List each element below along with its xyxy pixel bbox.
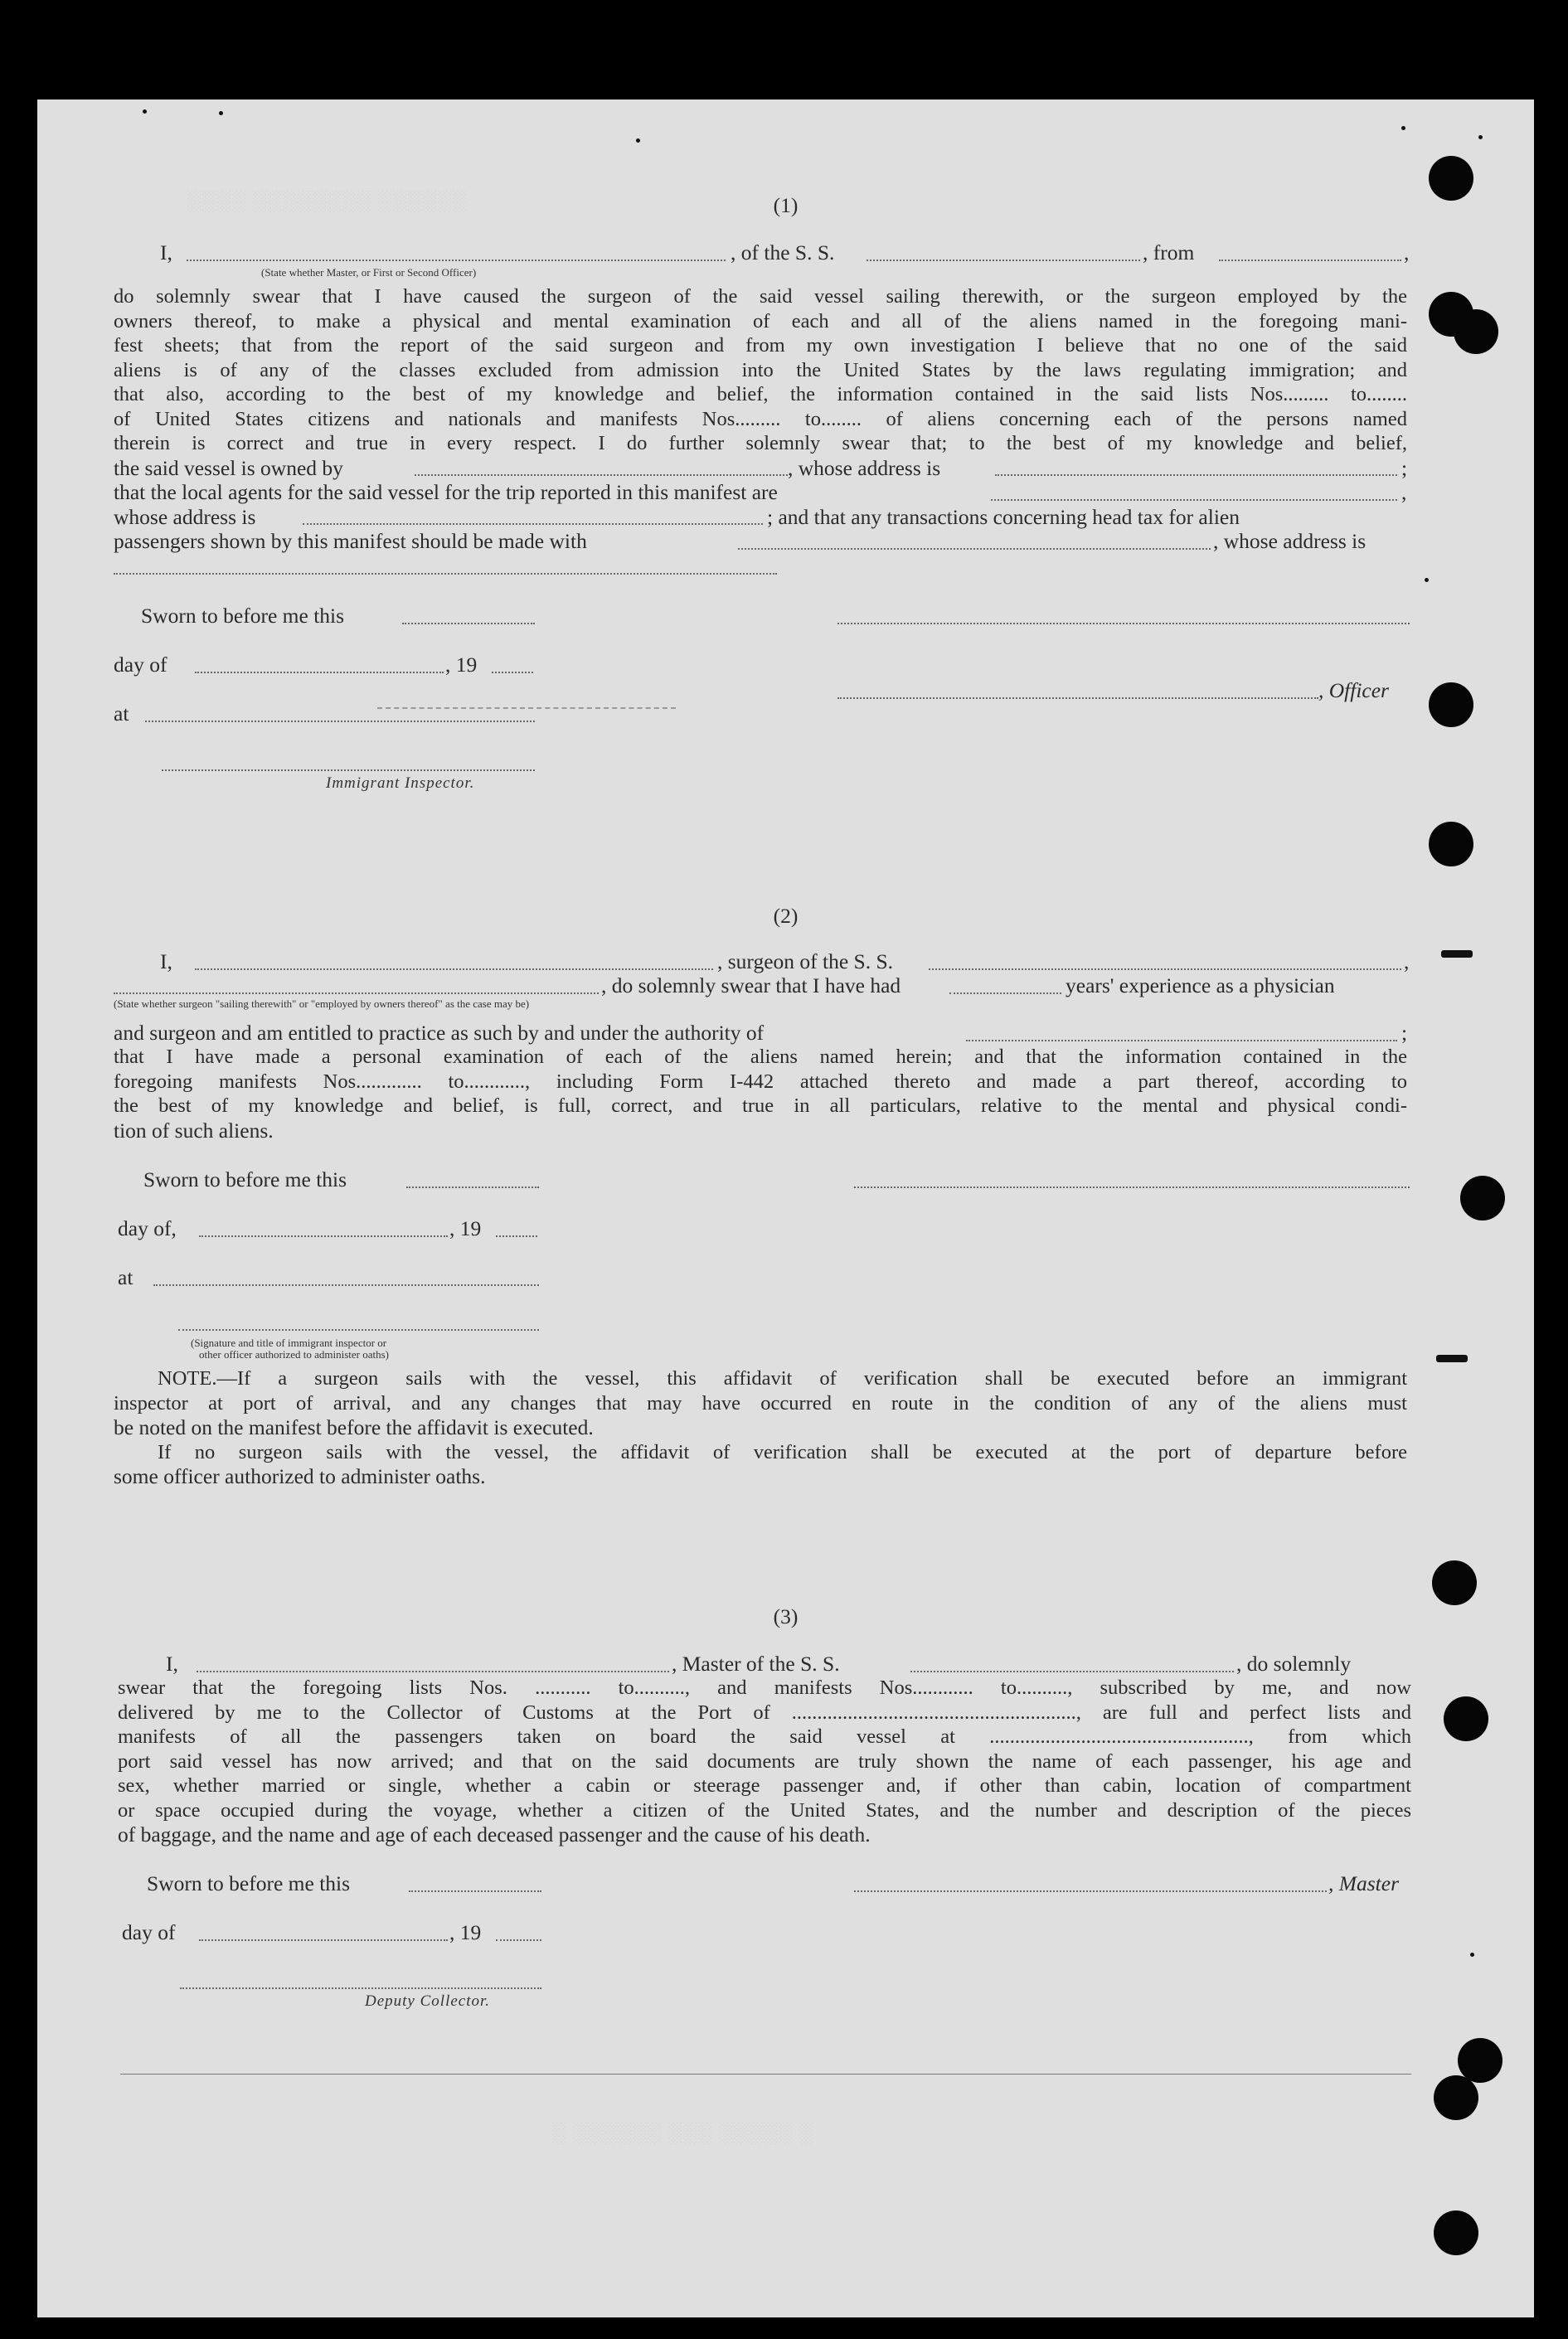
s2-para-line: that I have made a personal examination of each of the aliens named herein; and that the information contained in the (114, 1046, 1407, 1068)
s3-master-label (1328, 1871, 1399, 1896)
punch-hole (1429, 822, 1473, 866)
s3-year-field[interactable] (496, 1939, 541, 1941)
punch-hole (1434, 2210, 1478, 2255)
punch-hole (1460, 1176, 1505, 1220)
s2-note-line4: If no surgeon sails with the vessel, the affidavit of verification shall be executed at the port of departure before (158, 1441, 1407, 1463)
s3-master-of: , Master of the S. S. (672, 1652, 840, 1676)
s2-day-field[interactable] (199, 1235, 448, 1237)
s1-para-line: therein is correct and true in every respect. I do further solemnly swear that; to the best of my knowledge and belief, (114, 432, 1407, 454)
s1-agents-field[interactable] (991, 499, 1397, 501)
s1-passengers-address: , whose address is (1213, 529, 1367, 553)
s1-passengers: passengers shown by this manifest should be made with (114, 529, 587, 553)
s2-comma: , (1404, 949, 1410, 973)
scan-mark (1436, 1355, 1468, 1362)
s3-collector-caption: Deputy Collector. (365, 1992, 491, 2010)
s1-para-line: that also, according to the best of my knowledge and belief, the information contained in the said lists Nos......... to........ (114, 383, 1407, 405)
s1-passengers-address-field[interactable] (114, 573, 777, 575)
s1-i: I, (160, 240, 172, 264)
s1-head-tax: ; and that any transactions concerning head tax for alien (767, 505, 1240, 529)
s1-officer-text: , Officer (1318, 678, 1389, 702)
s3-para-line: manifests of all the passengers taken on board the said vessel at ..................................................., from which (118, 1725, 1411, 1748)
s2-sig-note-2: other officer authorized to administer oaths) (199, 1348, 389, 1361)
s1-agents-address-field[interactable] (303, 523, 763, 525)
s1-from-field[interactable] (1219, 260, 1401, 261)
punch-hole (1454, 309, 1498, 354)
s2-authority-field[interactable] (966, 1040, 1397, 1041)
s3-sworn: Sworn to before me this (147, 1871, 351, 1895)
s1-name-field[interactable] (187, 260, 726, 261)
s2-name-field[interactable] (195, 968, 713, 970)
s3-master-text: , Master (1328, 1871, 1399, 1895)
s1-vessel-field[interactable] (867, 260, 1140, 261)
s2-note-line5: some officer authorized to administer oaths. (114, 1464, 486, 1488)
s1-para-line: fest sheets; that from the report of the said surgeon and from my own investigation I believe that no one of the said (114, 334, 1407, 357)
s2-para-line: foregoing manifests Nos............. to............, including Form I-442 attached thereto and made a part thereof, according to (114, 1070, 1407, 1093)
s1-at-field[interactable] (145, 721, 535, 722)
s2-at: at (118, 1265, 133, 1289)
s1-owner-field[interactable] (415, 474, 788, 476)
s2-sig-note-1: (Signature and title of immigrant inspector or (191, 1337, 387, 1349)
s2-solemnly-swear: , do solemnly swear that I have had (601, 973, 901, 997)
s2-semicolon: ; (1401, 1021, 1408, 1045)
s2-years-experience: years' experience as a physician (1066, 973, 1335, 997)
speck (219, 111, 223, 115)
s2-note-line3: be noted on the manifest before the affidavit is executed. (114, 1415, 594, 1439)
s2-note-line: NOTE.—If a surgeon sails with the vessel, this affidavit of verification shall be executed before an immigrant (158, 1367, 1407, 1390)
s2-surgeon-note: (State whether surgeon "sailing therewith" or "employed by owners thereof" as the case may be) (114, 997, 530, 1010)
s1-comma: , (1404, 240, 1410, 264)
s1-whose-address: whose address is (114, 505, 256, 529)
s1-officer-label (1318, 678, 1389, 703)
s2-surgeon-of: , surgeon of the S. S. (717, 949, 894, 973)
s1-owner-address-label: , whose address is (788, 456, 941, 480)
s2-years-field[interactable] (949, 992, 1061, 994)
s1-year: , 19 (445, 653, 478, 677)
punch-hole (1458, 2038, 1502, 2083)
s1-sworn: Sworn to before me this (141, 604, 345, 628)
speck (1478, 135, 1483, 139)
speck (636, 138, 640, 143)
s3-sworn-date-field[interactable] (409, 1890, 541, 1892)
s3-vessel-field[interactable] (910, 1671, 1234, 1672)
s1-officer-sign-line-1[interactable] (837, 623, 1410, 624)
speck (1401, 126, 1405, 130)
s2-inspector-sign-line[interactable] (178, 1329, 539, 1331)
s2-surgeon-type-field[interactable] (114, 992, 599, 994)
s1-passengers-field[interactable] (738, 548, 1211, 550)
s2-surgeon-sign-line[interactable] (854, 1186, 1410, 1188)
s3-para-line: sex, whether married or single, whether a cabin or steerage passenger and, if other than cabin, location of compartment (118, 1774, 1411, 1797)
s1-day-of: day of (114, 653, 167, 677)
s3-para-last: of baggage, and the name and age of each deceased passenger and the cause of his death. (118, 1822, 871, 1846)
s2-vessel-field[interactable] (929, 968, 1401, 970)
s3-para-line: delivered by me to the Collector of Customs at the Port of ........................................................, are full and perfect lists and (118, 1701, 1411, 1724)
s3-day-of: day of (122, 1920, 176, 1944)
s1-inspector-sign-line[interactable] (162, 769, 535, 771)
section-3-number: (3) (773, 1604, 799, 1628)
speck (143, 109, 147, 114)
s1-para-line: of United States citizens and nationals and manifests Nos......... to........ of aliens concerning each of the persons named (114, 408, 1407, 430)
s2-i: I, (160, 949, 172, 973)
scan-mark (1441, 950, 1473, 958)
s3-i: I, (166, 1652, 178, 1676)
s1-agents-comma: , (1401, 480, 1407, 504)
punch-hole (1434, 2075, 1478, 2120)
s1-para-line: owners thereof, to make a physical and mental examination of each and all of the aliens named in the foregoing mani- (114, 310, 1407, 332)
s1-para-line: aliens is of any of the classes excluded from admission into the United States by the laws regulating immigration; and (114, 359, 1407, 381)
faint-dash-row (377, 707, 676, 709)
s3-collector-sign-line[interactable] (180, 1987, 541, 1989)
punch-hole (1429, 682, 1473, 727)
speck (1470, 1953, 1474, 1957)
bleed-through-text: ░ ░░░░░░ ░░░ ░░░░░ ░ (551, 2123, 814, 2144)
punch-hole (1444, 1696, 1488, 1741)
s3-para-line: port said vessel has now arrived; and that on the said documents are truly shown the name of each passenger, his age and (118, 1750, 1411, 1773)
s1-year-field[interactable] (492, 672, 533, 673)
s1-inspector-caption: Immigrant Inspector. (326, 774, 475, 792)
s1-para-line: do solemnly swear that I have caused the surgeon of the said vessel sailing therewith, or the surgeon employed by the (114, 285, 1407, 308)
bleed-through-text: ░░░░ ░░░░░░░░ ░░░░░░ (187, 191, 468, 212)
s1-day-field[interactable] (195, 672, 444, 673)
s2-authority: and surgeon and am entitled to practice as such by and under the authority of (114, 1021, 765, 1045)
s2-year: , 19 (449, 1216, 482, 1240)
section-2-number: (2) (773, 904, 799, 928)
s3-day-field[interactable] (199, 1939, 448, 1941)
bottom-rule (120, 2074, 1411, 2075)
s3-para-line: swear that the foregoing lists Nos. ........... to.........., and manifests Nos............ to.........., subscribed by me, and now (118, 1677, 1411, 1699)
s2-at-field[interactable] (153, 1284, 539, 1286)
section-1-number: (1) (773, 193, 799, 217)
s3-name-field[interactable] (197, 1671, 669, 1672)
s1-semicolon: ; (1401, 456, 1408, 480)
speck (1425, 578, 1429, 582)
s2-para-line: the best of my knowledge and belief, is full, correct, and true in all particulars, relative to the mental and physical condi- (114, 1094, 1407, 1117)
s1-agents: that the local agents for the said vessel for the trip reported in this manifest are (114, 480, 778, 504)
punch-hole (1432, 1560, 1477, 1605)
s2-sworn: Sworn to before me this (143, 1167, 347, 1191)
s2-para-last: tion of such aliens. (114, 1119, 274, 1143)
s1-of-ss: , of the S. S. (731, 240, 835, 264)
s3-year: , 19 (449, 1920, 482, 1944)
s1-officer-sign-line-2[interactable] (837, 697, 1318, 699)
form-page (37, 99, 1534, 2317)
s1-sworn-date-field[interactable] (402, 623, 535, 624)
s1-from: , from (1143, 240, 1195, 264)
s1-owner-address-field[interactable] (995, 474, 1397, 476)
s2-year-field[interactable] (496, 1235, 537, 1237)
s3-master-sign-line[interactable] (854, 1890, 1327, 1892)
s3-para-line: or space occupied during the voyage, whether a citizen of the United States, and the number and description of the pieces (118, 1799, 1411, 1822)
punch-hole (1429, 156, 1473, 201)
s1-owned-by: the said vessel is owned by (114, 456, 343, 480)
s1-at: at (114, 701, 129, 725)
s2-day-of: day of, (118, 1216, 177, 1240)
s3-do-solemnly: , do solemnly (1236, 1652, 1352, 1676)
s2-note-line: inspector at port of arrival, and any changes that may have occurred en route in the condition of any of the aliens must (114, 1392, 1407, 1415)
s1-officer-note: (State whether Master, or First or Second Officer) (261, 266, 477, 279)
s2-sworn-date-field[interactable] (406, 1186, 539, 1188)
